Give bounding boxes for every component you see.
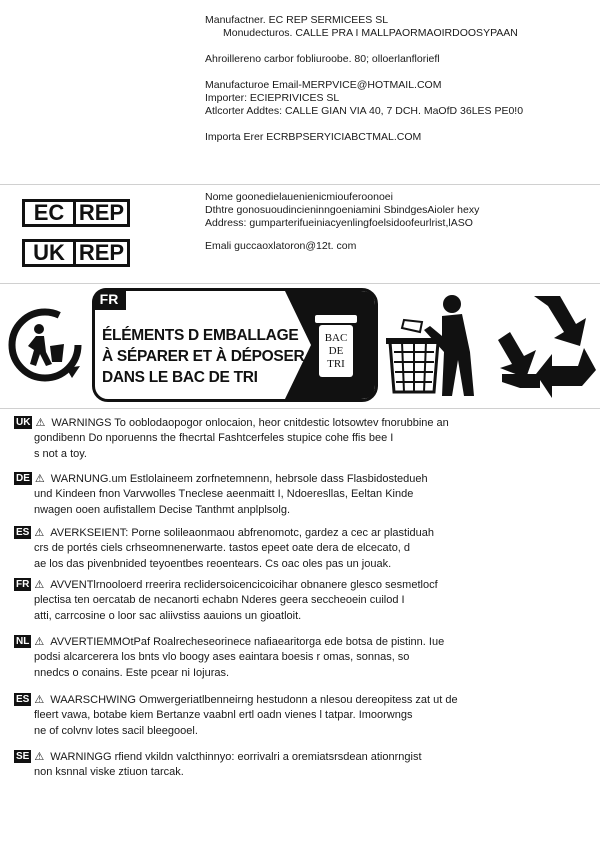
warning-es [14, 526, 589, 572]
fr-label-text [102, 325, 304, 388]
manufacturer-block [205, 14, 523, 144]
uk-rep-right: REP [78, 240, 125, 265]
fr-tag: FR [92, 288, 126, 310]
warning-line: non ksnnal viske ztiuon tarcak. [34, 766, 184, 779]
lang-tag: SE [16, 751, 30, 762]
lang-tag: ES [16, 694, 30, 705]
ec-rep-badge [22, 199, 130, 227]
uk-rep-left: UK [25, 242, 76, 264]
lang-tag: ES [16, 527, 30, 538]
lang-tag: UK [16, 417, 31, 428]
lang-tag: DE [16, 473, 30, 484]
warning-triangle-icon: ⚠ [34, 694, 45, 706]
warning-fr [14, 578, 589, 624]
rep-line: Dthtre gonosuoudincieninngoeniamini SbindgesAioler hexy [205, 204, 480, 216]
warning-line: ne of colvnv lotes sacil bleegooel. [34, 724, 198, 737]
warning-se [14, 750, 589, 781]
divider [0, 184, 600, 185]
rep-block [205, 191, 479, 253]
mfr-line: Monudecturos. CALLE PRA I MALLPAORMAOIRDOOSYPAAN [223, 27, 518, 39]
warning-line: podsi alcarcerera los bnts vlo boogy ases eaintara boesis r omas, sonnas, so [34, 651, 410, 664]
recycle-triangle-icon [496, 288, 598, 400]
rep-line: Address: gumparterifueiniacyenlingfoelsidoofeurlrist,lASO [205, 217, 473, 229]
warning-triangle-icon: ⚠ [34, 636, 45, 648]
lang-tag: FR [16, 579, 30, 590]
fr-line: À SÉPARER ET À DÉPOSER [102, 348, 305, 365]
uk-rep-badge [22, 239, 130, 267]
warning-de [14, 472, 589, 518]
warning-line: s not a toy. [34, 447, 87, 460]
divider [0, 283, 600, 284]
warning-line: fleert vawa, botabe kiem Bertanze vaabnl ertl oadn vienes l tatpar. Imoorwngs [34, 709, 413, 722]
warning-line: WARNUNG.um Estlolaineem zorfnetemnenn, hebrsole dass Flasbidostedueh [50, 473, 428, 485]
mfr-line: Importer: ECIEPRIVICES SL [205, 92, 340, 104]
warning-triangle-icon: ⚠ [34, 579, 45, 591]
warning-line: AVVERTIEMMOtPaf Roalrecheseorinece nafiaearitorga ede botsa de pistinn. Iue [50, 636, 445, 648]
mfr-line [205, 118, 523, 131]
mfr-line: Importa Erer ECRBPSERYICIABCTMAL.COM [205, 131, 422, 143]
warning-line: nnedcs o conains. Este pcear ni Iojuras. [34, 666, 230, 679]
warning-line: plectisa ten oercatab de necanorti echabn Nderes geera seccheoein cuilod I [34, 594, 405, 607]
bin-label-3: TRI [327, 358, 345, 370]
fr-line: ÉLÉMENTS D EMBALLAGE [102, 327, 299, 344]
ec-rep-left: EC [25, 202, 76, 224]
mfr-line: Manufactner. EC REP SERMICEES SL [205, 14, 389, 26]
warning-line: gondibenn Do nporuenns the fhecrtal Fashtcerfeles stupice cohe ffis bee I [34, 432, 394, 445]
rep-line: Emali guccaoxlatoron@12t. com [205, 240, 357, 252]
ec-rep-right: REP [78, 200, 125, 225]
warning-triangle-icon: ⚠ [34, 751, 45, 763]
warning-line: nwagen ooen aufistallem Decise Tanthmt anplplsolg. [34, 503, 291, 516]
warning-triangle-icon: ⚠ [34, 527, 45, 539]
divider [0, 408, 600, 409]
tidyman-loop-icon [6, 306, 84, 384]
warning-triangle-icon: ⚠ [35, 417, 46, 429]
warning-line: und Kindeen fnon Varvwolles Tneclese aeenmaitt I, Ndoeresllas, Eeltan Kinde [34, 488, 414, 501]
rep-line: Nome goonedielauenienicmiouferoonoei [205, 191, 393, 203]
mfr-line [205, 40, 523, 53]
mfr-line: Ahroillereno carbor fobliuroobe. 80; olloerlanfloriefl [205, 53, 440, 65]
warning-line: WARNINGG rfiend vkildn valcthinnyo: eorrivalri a oremiatsrsdean ationrngist [50, 751, 422, 763]
mfr-line: Atlcorter Addtes: CALLE GIAN VIA 40, 7 DCH. MaOfD 36LES PE0!0 [205, 105, 524, 117]
warning-line: WARNINGS To ooblodaopogor onlocaion, heor cnitdestic lotsowtev fnorubbine an [51, 417, 449, 429]
warning-uk [14, 416, 589, 462]
warning-line: WAARSCHWING Omwergeriatlbenneirng hestudonn a nlesou dereopitess zat ut de [50, 694, 458, 706]
bin-icon [311, 311, 361, 381]
warning-nl [14, 635, 589, 681]
warning-es-2 [14, 693, 589, 739]
bin-label-2: DE [328, 345, 344, 357]
warning-triangle-icon: ⚠ [34, 473, 45, 485]
mfr-line [205, 66, 523, 79]
tidyman-bin-icon [382, 292, 492, 402]
warning-line: ae los das pivenbnided teyoentbes reoentears. Cs oac oles pas un jouak. [34, 557, 392, 570]
warning-line: atti, carrcosine o loor sac aliivstiss aauions un gioatloit. [34, 609, 302, 622]
warning-line: AVVENTlrnooloerd rreerira reclidersoicencicoicihar obnanere glesco sesmetlocf [50, 579, 438, 591]
rep-line [205, 230, 479, 240]
warning-line: AVERKSEIENT: Porne solileaonmaou abfrenomotc, gardez a cec ar plastiduah [50, 527, 434, 539]
bin-label-1: BAC [324, 332, 348, 344]
warning-line: crs de portés ciels crhseomnenerwarte. tastos epeet oate dera de elcecato, d [34, 542, 411, 555]
mfr-line: Manufacturoe Email-MERPVICE@HOTMAIL.COM [205, 79, 442, 91]
lang-tag: NL [16, 636, 30, 647]
fr-line: DANS LE BAC DE TRI [102, 369, 258, 386]
